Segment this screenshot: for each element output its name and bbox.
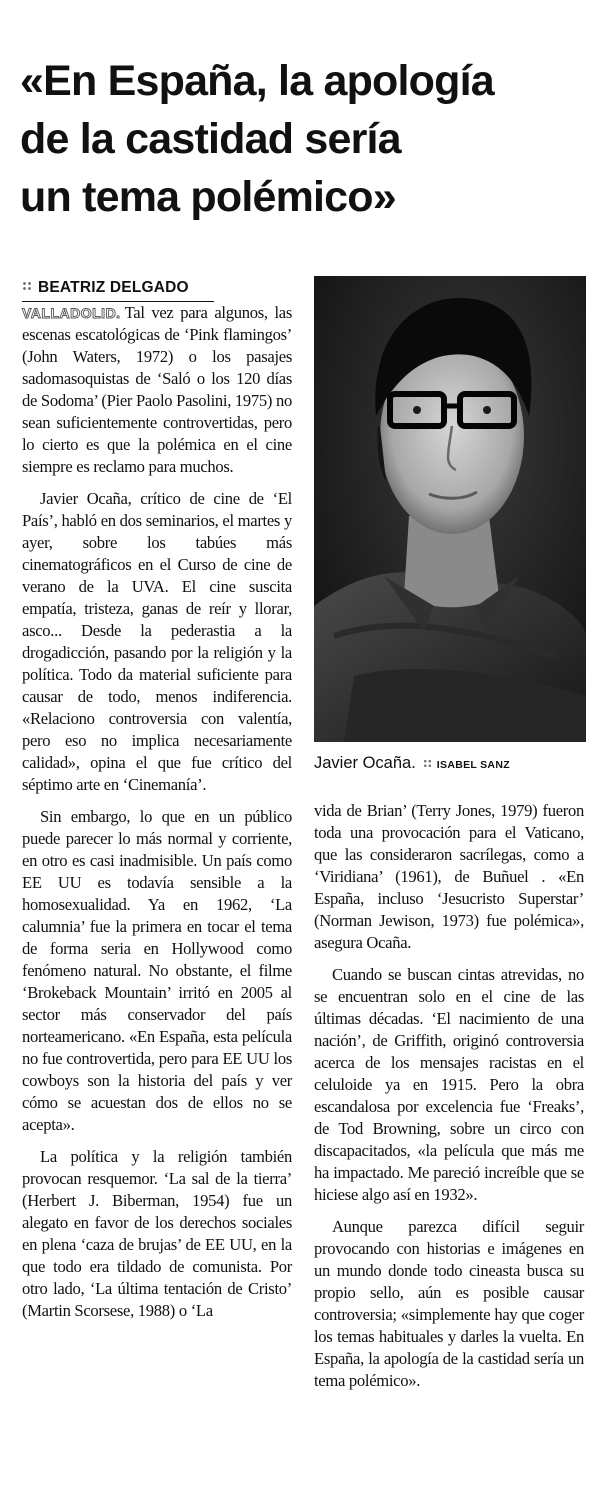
caption-text: Javier Ocaña. [314, 754, 416, 772]
headline-line: de la castidad sería [20, 115, 401, 163]
article-column-right [314, 800, 584, 1392]
headline-line: «En España, la apología [20, 57, 494, 105]
photo-caption [314, 754, 590, 773]
dateline: VALLADOLID. [22, 305, 121, 321]
paragraph: Cuando se buscan cintas atrevidas, no se encuentran solo en el cine de las últimas décadas. ‘El nacimiento de una nación’, de Griffith, originó controversia acerca de los mensajes racistas en el celuloide ya en 1915. Pero la obra escandalosa por excelencia fue ‘Freaks’, de Tod Browning, sobre un circo con discapacitados, «la película que más me ha impactado. Me pareció increíble que se hiciese algo así en 1932». [314, 965, 584, 1204]
dotted-square-icon [22, 281, 32, 291]
paragraph: La política y la religión también provocan resquemor. ‘La sal de la tierra’ (Herbert J. Biberman, 1954) fue un alegato en favor de los derechos sociales en plena ‘caza de brujas’ de EE UU, en la que todo era tildado de comunista. Por otro lado, ‘La última tentación de Cristo’ (Martin Scorsese, 1988) o ‘La [22, 1147, 292, 1320]
portrait-photo [314, 276, 586, 742]
author-name: BEATRIZ DELGADO [38, 279, 189, 296]
headline-line: un tema polémico» [20, 173, 396, 221]
article-column-left [22, 302, 292, 1322]
dotted-square-icon [423, 759, 432, 768]
paragraph: Javier Ocaña, crítico de cine de ‘El País’, habló en dos seminarios, el martes y ayer, sobre los tabúes más cinematográficos en el Curso de cine de verano de la UVA. El cine suscita empatía, tristeza, ganas de reír y llorar, asco... Desde la pederastia a la drogadicción, pasando por la religión y la política. Todo da material suficiente para causar de todo, menos indiferencia. «Relaciono controversia con valentía, pero eso no implica necesariamente calidad», opina el que fue crítico del séptimo arte en ‘Cinemanía’. [22, 489, 292, 794]
paragraph: vida de Brian’ (Terry Jones, 1979) fueron toda una provocación para el Vaticano, que las consideraron sacrílegas, como a ‘Viridiana’ (1961), de Buñuel . «En España, incluso ‘Jesucristo Superstar’ (Norman Jewison, 1973) fue polémica», asegura Ocaña. [314, 801, 584, 952]
paragraph [22, 302, 292, 478]
paragraph: Sin embargo, lo que en un público puede parecer lo más normal y corriente, en otro es casi inadmisible. Un país como EE UU es todavía sensible a la homosexualidad. Ya en 1962, ‘La calumnia’ fue la primera en tocar el tema de forma seria en Hollywood como fenómeno natural. No obstante, el filme ‘Brokeback Mountain’ irritó en 2005 al sector más conservador del país norteamericano. «En España, esta película no fue controvertida, pero para EE UU los cowboys son la historia del país y ver cómo se acuestan dos de ellos no se acepta». [22, 807, 292, 1134]
photo-credit: ISABEL SANZ [436, 759, 510, 771]
paragraph-text: Tal vez para algunos, las escenas escatológicas de ‘Pink flamingos’ (John Waters, 1972) o los pasajes sadomasoquistas de ‘Saló o los 120 días de Sodoma’ (Pier Paolo Pasolini, 1975) no sean suficientemente controvertidas, pero lo cierto es que la polémica en el cine siempre es reclamo para muchos. [22, 303, 292, 476]
portrait-illustration [314, 276, 586, 742]
byline [22, 278, 214, 302]
headline [20, 52, 590, 226]
paragraph: Aunque parezca difícil seguir provocando con historias e imágenes en un mundo donde todo cineasta busca su propio sello, aún es posible causar controversia; «simplemente hay que coger los temas habituales y darles la vuelta. En España, la apología de la castidad sería un tema polémico». [314, 1217, 584, 1390]
